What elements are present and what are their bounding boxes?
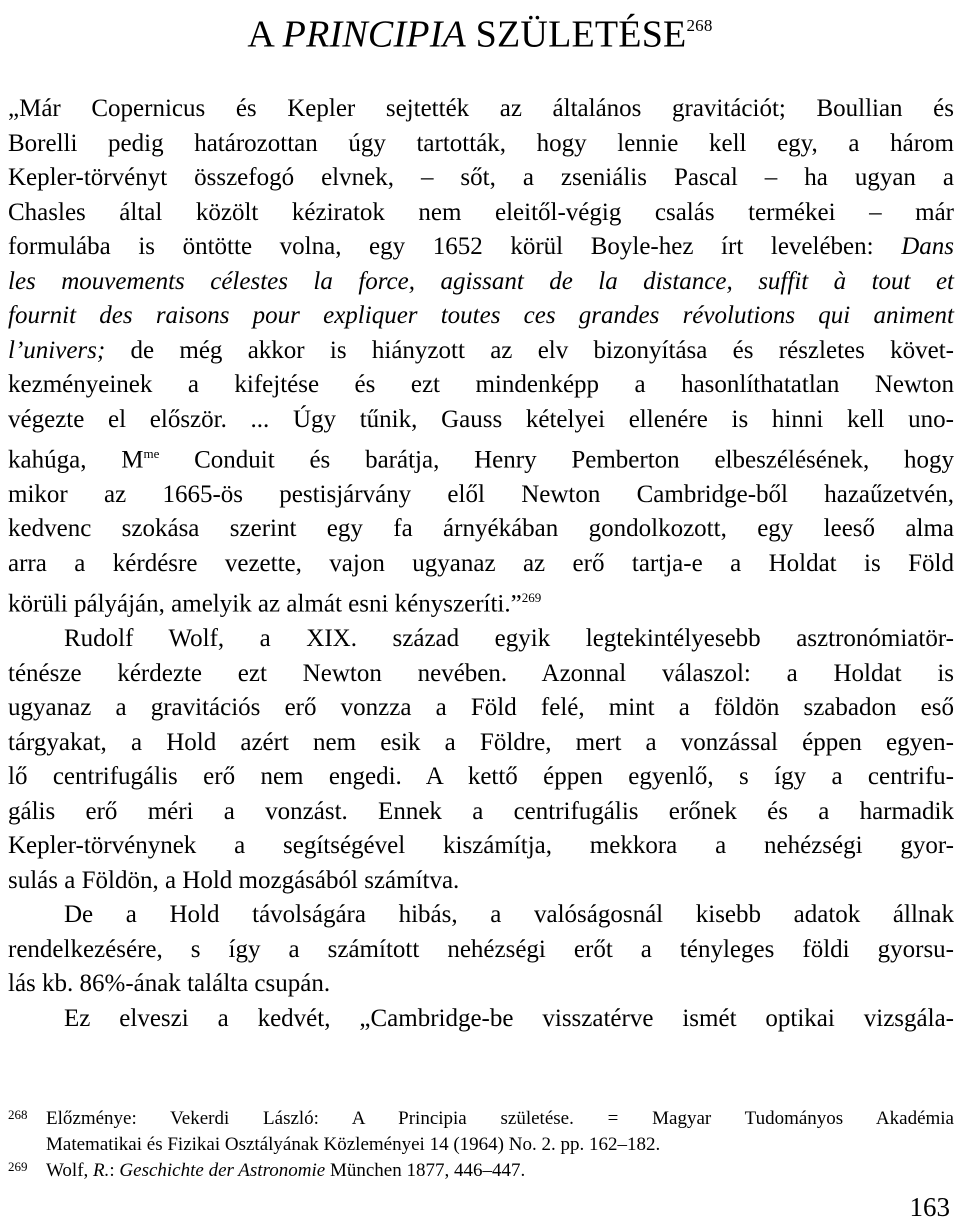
quote-line: les mouvements célestes la force, agissant de la distance, suffit à tout et (8, 267, 954, 295)
footnote-line (46, 1158, 954, 1184)
footnote-number: 268 (8, 1107, 28, 1122)
superscript: me (143, 446, 160, 461)
text-line (8, 230, 954, 265)
text-line (8, 581, 954, 622)
main-text (8, 92, 954, 1036)
quote-line: fournit des raisons pour expliquer toutes ces grandes révolutions qui animent (8, 302, 954, 329)
text-line: tárgyakat, a Hold azért nem esik a Földre, mert a vonzással éppen egyen- (8, 728, 954, 756)
text-line: kedvenc szokása szerint egy fa árnyékában gondolkozott, egy leeső alma (8, 515, 954, 543)
text-line: gális erő méri a vonzást. Ennek a centrifugális erőnek és a harmadik (8, 797, 954, 825)
text-line: lás kb. 86%-ának találta csupán. (8, 970, 331, 998)
text-line: kezményeinek a kifejtése és ezt mindenképp a hasonlíthatatlan Newton (8, 371, 954, 398)
paragraph-start: Rudolf Wolf, a XIX. század egyik legtekintélyesebb asztronómiatör- (64, 625, 954, 653)
text-line: arra a kérdésre vezette, vajon ugyanaz az erő tartja-e a Holdat is Föld (8, 549, 954, 577)
quote-italic: l’univers; (8, 336, 106, 364)
title-footnote-ref[interactable]: 268 (686, 16, 713, 35)
text-line: ténésze kérdezte ezt Newton nevében. Azonnal válaszol: a Holdat is (8, 659, 954, 687)
quote-italic: Dans (901, 233, 954, 260)
title-prefix: A (247, 13, 283, 56)
text-line: végezte el először. ... Úgy tűnik, Gauss kételyei ellenére is hinni kell uno- (8, 405, 954, 433)
paragraph-start: De a Hold távolságára hibás, a valóságosnál kisebb adatok állnak (64, 901, 954, 929)
book-title: Geschichte der Astronomie (119, 1160, 326, 1181)
title-italic: PRINCIPIA (282, 13, 466, 56)
footnote-line: Matematikai és Fizikai Osztályának Közleményei 14 (1964) No. 2. pp. 162–182. (46, 1134, 661, 1155)
text-segment: formulába is öntötte volna, egy 1652 körül Boyle-hez írt levelében: (8, 233, 902, 260)
footnotes (8, 1106, 954, 1184)
text-line: „Már Copernicus és Kepler sejtették az általános gravitációt; Boullian és (8, 95, 954, 122)
text-segment: de még akkor is hiányzott az elv bizonyítása és részletes követ- (105, 336, 954, 364)
footnote-number: 269 (8, 1159, 28, 1174)
text-line: lő centrifugális erő nem engedi. A kettő éppen egyenlő, s így a centrifu- (8, 763, 954, 791)
text-segment: kahúga, M (8, 446, 144, 474)
text-segment: Conduit és barátja, Henry Pemberton elbeszélésének, hogy (159, 446, 954, 474)
text-line: sulás a Földön, a Hold mozgásából számítva. (8, 866, 460, 894)
footnote-269 (8, 1158, 954, 1184)
footnote-ref[interactable]: 269 (521, 590, 542, 606)
title-suffix: SZÜLETÉSE (465, 13, 687, 56)
text-line: rendelkezésére, s így a számított nehézségi erőt a tényleges földi gyorsu- (8, 935, 954, 963)
author-initial: R. (93, 1160, 110, 1181)
text-segment: : (109, 1160, 120, 1181)
text-line: Borelli pedig határozottan úgy tartották, hogy lennie kell egy, a három (8, 129, 954, 157)
page-number: 163 (909, 1192, 950, 1222)
text-segment: München 1877, 446–447. (325, 1160, 526, 1181)
text-segment: körüli pályáján, amelyik az almát esni kényszeríti.” (8, 590, 522, 618)
text-line (8, 334, 954, 369)
chapter-title (0, 2, 960, 61)
paragraph-start: Ez elveszi a kedvét, „Cambridge-be visszatérve ismét optikai vizsgála- (64, 1004, 954, 1032)
text-line: ugyanaz a gravitációs erő vonzza a Föld felé, mint a földön szabadon eső (8, 694, 954, 722)
text-line: Kepler-törvénynek a segítségével kiszámítja, mekkora a nehézségi gyor- (8, 832, 954, 860)
text-line: mikor az 1665-ös pestisjárvány elől Newton Cambridge-ből hazaűzetvén, (8, 480, 954, 508)
text-segment: Wolf, (46, 1160, 94, 1181)
footnote-268 (8, 1106, 954, 1158)
text-line: Chasles által közölt kéziratok nem eleitől-végig csalás termékei – már (8, 198, 954, 226)
footnote-line: Előzménye: Vekerdi László: A Principia születése. = Magyar Tudományos Akadémia (46, 1108, 954, 1129)
text-line: Kepler-törvényt összefogó elvnek, – sőt, a zseniális Pascal – ha ugyan a (8, 164, 954, 191)
text-line (8, 437, 954, 478)
